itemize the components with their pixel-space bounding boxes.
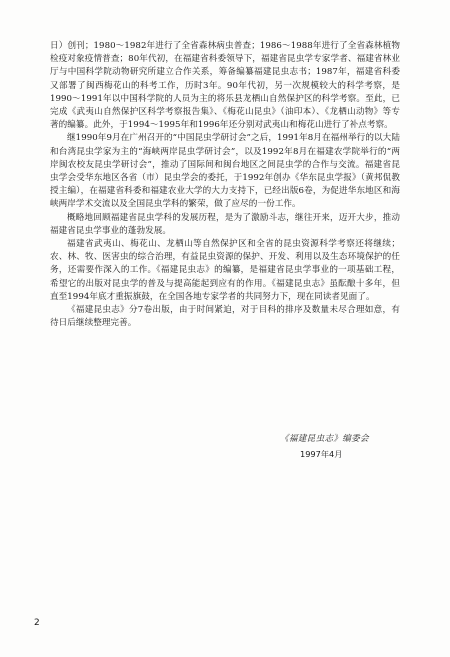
body-text — [50, 40, 400, 330]
signature-date: 1997年4月 — [300, 449, 343, 459]
paragraph-volumes-note: 《福建昆虫志》分7卷出版，由于时间紧迫，对于目科的排序及数量未尽合理如意，有待日后继续整理完善。 — [50, 305, 400, 329]
editorial-committee: 《福建昆虫志》编委会 — [280, 434, 369, 444]
paragraph-symposia: 继1990年9月在广州召开的“中国昆虫学研讨会”之后，1991年8月在福州举行的以大陆和台湾昆虫学家为主的“海峡两岸昆虫学研讨会”，以及1992年8月在福建农学院举行的“两岸闽农校友昆虫学研讨会”，推动了国际间和闽台地区之间昆虫学的合作与交流。福建省昆虫学会受华东地区各省（市）昆虫学会的委托，于1992年创办《华东昆虫学报》（黄邦侃教授主编），在福建省科委和福建农业大学的大力支持下，已经出版6卷，为促进华东地区和海峡两岸学术交流以及全国昆虫学科的繁荣，做了应尽的一份工作。 — [50, 133, 400, 210]
paragraph-future-work: 福建省武夷山、梅花山、龙栖山等自然保护区和全省的昆虫资源科学考察还将继续；农、林、牧、医害虫的综合治理，有益昆虫资源的保护、开发、利用以及生态环境保护的任务，还需要作深入的工作。《福建昆虫志》的编纂，是福建省昆虫学事业的一项基础工程，希望它的出版对昆虫学的普及与提高能起到应有的作用。《福建昆虫志》虽酝酿十多年，但直至1994年底才重振旗鼓，在全国各地专家学者的共同努力下，现在同读者见面了。 — [50, 239, 400, 302]
paragraph-survey-history: 日）创刊；1980～1982年进行了全省森林病虫普查；1986～1988年进行了全省森林植物检疫对象疫情普查；80年代初，在福建省科委领导下，福建省昆虫学专家学者、福建省林业厅与中国科学院动物研究所建立合作关系，筹备编纂福建昆虫志书；1987年，福建省科委又部署了闽西梅花山的科考工作，历时3年。90年代初，另一次规模较大的科学考察，是1990～1991年以中国科学院的人员为主的将乐县龙栖山自然保护区的科学考察。至此，已完成《武夷山自然保护区科学考察报告集》、《梅花山昆虫》（油印本）、《龙栖山动物》等专著的编纂。此外，于1994～1995年和1996年还分别对武夷山和梅花山进行了补点考察。 — [50, 41, 400, 131]
signature-block — [280, 432, 420, 462]
page-number: 2 — [34, 618, 40, 628]
paragraph-review: 概略地回顾福建省昆虫学科的发展历程，是为了激励斗志，继往开来，迈开大步，推动福建省昆虫学事业的蓬勃发展。 — [50, 212, 400, 236]
